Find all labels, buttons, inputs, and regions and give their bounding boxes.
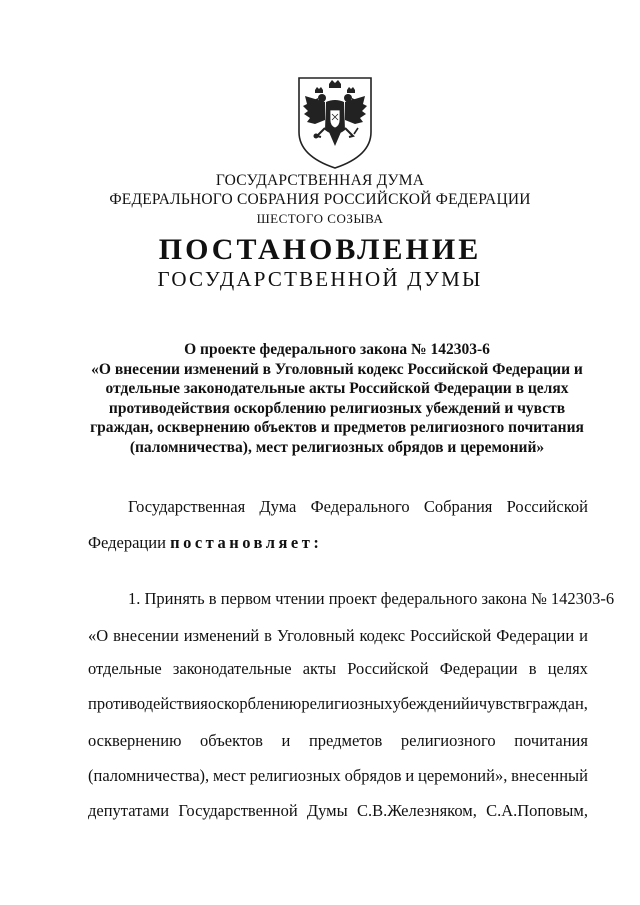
subject-line: отдельные законодательные акты Российской Федерации в целях: [105, 380, 569, 397]
word: Государственная: [128, 497, 246, 516]
paragraph-1-line-1: 1. Принять в первом чтении проект федерального закона № 142303-6: [128, 589, 615, 608]
word: Российской: [506, 497, 588, 516]
word: и: [469, 694, 479, 713]
preamble-prefix: Федерации: [88, 533, 166, 552]
word: церемоний»,: [418, 766, 508, 785]
word: целях: [547, 659, 588, 678]
word: (паломничества),: [88, 766, 210, 785]
word: и: [281, 731, 291, 750]
word: религиозных: [301, 694, 393, 713]
header-line-2: ФЕДЕРАЛЬНОГО СОБРАНИЯ РОССИЙСКОЙ ФЕДЕРАЦИИ: [109, 191, 531, 208]
subject-line: противодействия оскорблению религиозных убеждений и чувств: [108, 399, 566, 417]
word: и: [579, 626, 588, 645]
preamble-line-1: [128, 497, 588, 517]
paragraph-1-line-4: [88, 694, 588, 714]
word: С.А.Поповым,: [486, 801, 588, 820]
word: Российской: [410, 626, 492, 645]
word: изменений: [183, 626, 260, 645]
word: оскорблению: [208, 694, 302, 713]
word: С.В.Железняком,: [356, 801, 477, 820]
word: Собрания: [423, 497, 493, 516]
word: законодательные: [172, 659, 292, 678]
word: отдельные: [88, 659, 162, 678]
word: внесении: [113, 626, 179, 645]
word: религиозных: [249, 766, 341, 785]
word: осквернению: [88, 731, 182, 750]
paragraph-1-line-5: [88, 731, 588, 751]
preamble-line-2: [88, 533, 588, 553]
word: противодействия: [88, 694, 208, 713]
word: Федерального: [310, 497, 410, 516]
resolution-subject: [84, 340, 590, 457]
coat-of-arms-emblem: [295, 74, 375, 170]
word: в: [264, 626, 272, 645]
word: убеждений: [392, 694, 470, 713]
word: объектов: [200, 731, 263, 750]
word: чувств: [478, 694, 526, 713]
header-line-3: ШЕСТОГО СОЗЫВА: [256, 211, 384, 226]
document-subtitle: ГОСУДАРСТВЕННОЙ ДУМЫ: [157, 267, 483, 291]
word: Государственной: [178, 801, 298, 820]
header-line-1: ГОСУДАРСТВЕННАЯ ДУМА: [215, 172, 425, 189]
word: граждан,: [525, 694, 588, 713]
word: предметов: [308, 731, 383, 750]
subject-line: «О внесении изменений в Уголовный кодекс Российской Федерации и: [91, 360, 583, 378]
document-title: ПОСТАНОВЛЕНИЕ: [158, 233, 482, 266]
double-headed-eagle-icon: [295, 74, 375, 170]
subject-line: (паломничества), мест религиозных обрядов и церемоний»: [129, 438, 545, 456]
operative-verb: постановляет:: [170, 533, 323, 552]
word: в: [528, 659, 537, 678]
word: «О: [88, 626, 109, 645]
word: почитания: [514, 731, 588, 750]
word: кодекс: [359, 626, 406, 645]
word: внесенный: [511, 766, 588, 785]
paragraph-1-line-2: [88, 626, 588, 646]
paragraph-1-line-3: [88, 659, 588, 679]
word: мест: [213, 766, 246, 785]
word: Дума: [259, 497, 297, 516]
word: Федерации: [496, 626, 575, 645]
word: Уголовный: [276, 626, 355, 645]
word: акты: [302, 659, 337, 678]
subject-line: граждан, осквернению объектов и предметов религиозного почитания: [90, 419, 584, 436]
issuer-header: [0, 171, 640, 228]
paragraph-1-line-6: [88, 766, 588, 786]
subject-line: О проекте федерального закона № 142303-6: [184, 341, 490, 358]
word: религиозного: [400, 731, 496, 750]
word: и: [405, 766, 415, 785]
word: Думы: [306, 801, 348, 820]
word: обрядов: [344, 766, 402, 785]
paragraph-1-line-7: [88, 801, 588, 821]
word: Российской: [347, 659, 429, 678]
word: Федерации: [439, 659, 518, 678]
word: депутатами: [88, 801, 170, 820]
